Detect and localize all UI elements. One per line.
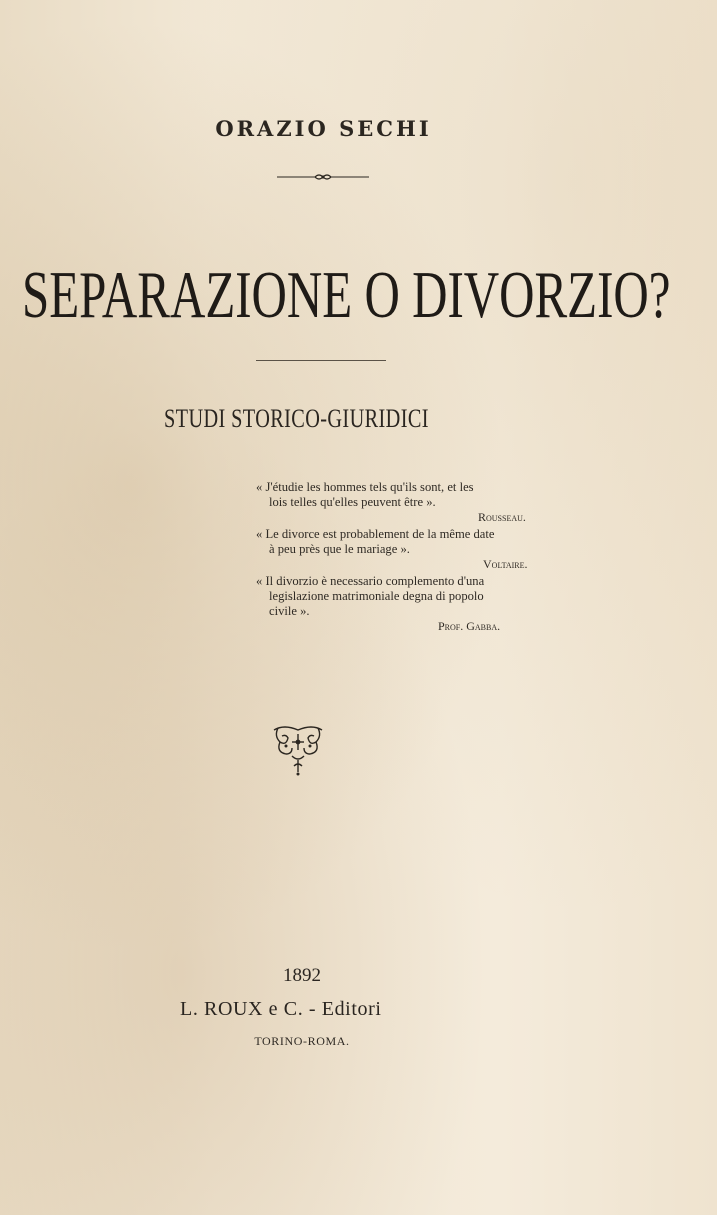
epigraph-line: à peu près que le mariage ».	[269, 542, 410, 556]
printers-ornament-icon	[270, 722, 326, 776]
epigraph-gabba	[256, 574, 576, 634]
epigraph-attribution: Voltaire.	[483, 557, 528, 571]
epigraph-rousseau	[256, 480, 576, 525]
book-subtitle: STUDI STORICO-GIURIDICI	[164, 404, 429, 433]
book-title: SEPARAZIONE O DIVORZIO?	[22, 258, 671, 332]
epigraph-line: « Il divorzio è necessario complemento d'una	[256, 574, 485, 588]
publisher-name: L. ROUX e C. - Editori	[180, 998, 382, 1020]
epigraphs	[256, 480, 576, 636]
publication-place: TORINO-ROMA.	[254, 1034, 350, 1048]
epigraph-line: lois telles qu'elles peuvent être ».	[269, 495, 436, 509]
publication-year: 1892	[283, 965, 321, 986]
epigraph-line: « Le divorce est probablement de la même date	[256, 527, 495, 541]
divider-rule	[256, 360, 386, 361]
ornamental-rule-icon	[277, 171, 369, 183]
author-name: ORAZIO SECHI	[215, 116, 432, 141]
epigraph-line: legislazione matrimoniale degna di popolo	[269, 589, 484, 603]
epigraph-attribution: Rousseau.	[478, 510, 526, 524]
epigraph-voltaire	[256, 527, 576, 572]
epigraph-line: civile ».	[269, 604, 310, 618]
epigraph-attribution: Prof. Gabba.	[438, 619, 501, 633]
epigraph-line: « J'étudie les hommes tels qu'ils sont, et les	[256, 480, 474, 494]
